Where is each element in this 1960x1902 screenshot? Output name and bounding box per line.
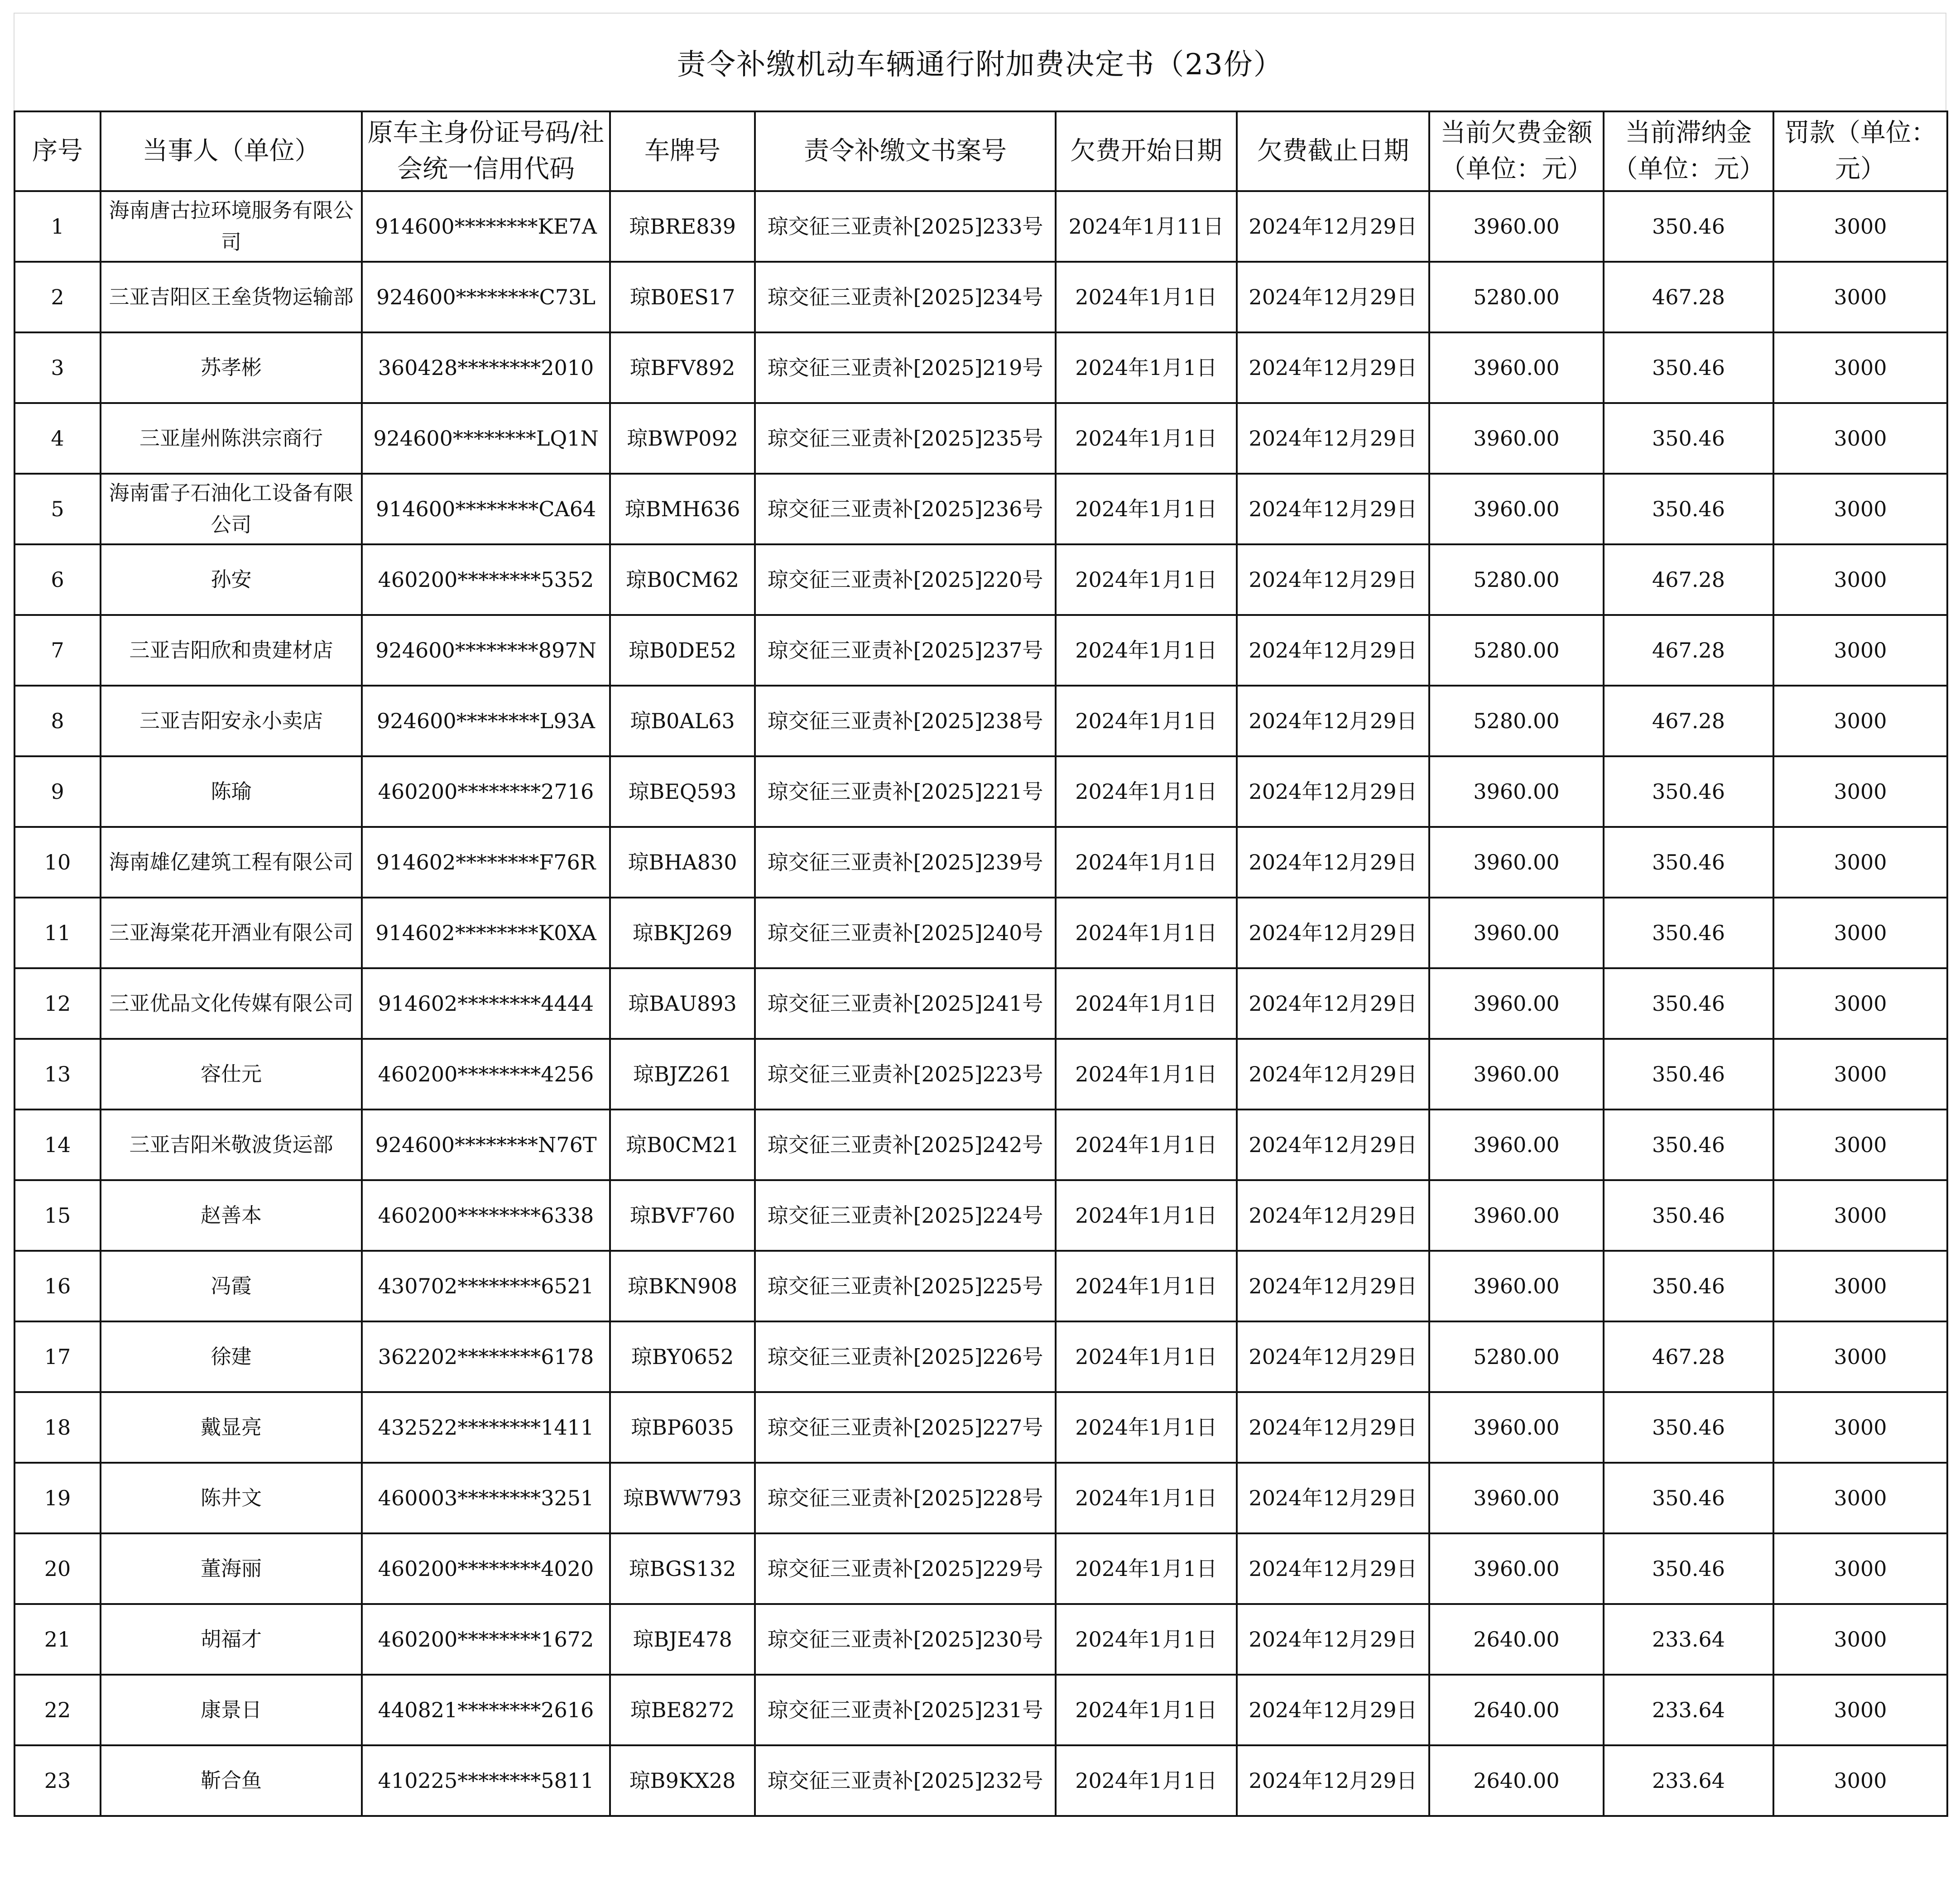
cell-start-date: 2024年1月1日 <box>1056 403 1237 474</box>
cell-end-date: 2024年12月29日 <box>1237 898 1429 968</box>
cell-start-date: 2024年1月1日 <box>1056 968 1237 1039</box>
cell-index: 14 <box>14 1110 101 1180</box>
table-row <box>14 474 1947 544</box>
cell-id-code: 924600********L93A <box>362 686 610 756</box>
table-row <box>14 756 1947 827</box>
cell-end-date: 2024年12月29日 <box>1237 1039 1429 1110</box>
cell-party: 三亚崖州陈洪宗商行 <box>101 403 362 474</box>
cell-late-fee: 350.46 <box>1604 1392 1773 1463</box>
cell-party: 康景日 <box>101 1675 362 1745</box>
cell-index: 17 <box>14 1321 101 1392</box>
table-row <box>14 1321 1947 1392</box>
cell-party: 三亚吉阳安永小卖店 <box>101 686 362 756</box>
cell-party: 海南雷子石油化工设备有限公司 <box>101 474 362 544</box>
cell-arrears: 3960.00 <box>1429 827 1604 898</box>
cell-id-code: 460200********6338 <box>362 1180 610 1251</box>
table-row <box>14 1463 1947 1533</box>
cell-plate: 琼BHA830 <box>610 827 755 898</box>
cell-id-code: 460200********5352 <box>362 544 610 615</box>
cell-fine: 3000 <box>1773 474 1947 544</box>
cell-fine: 3000 <box>1773 1251 1947 1321</box>
table-row <box>14 686 1947 756</box>
cell-case-number: 琼交征三亚责补[2025]227号 <box>755 1392 1056 1463</box>
cell-party: 冯霞 <box>101 1251 362 1321</box>
cell-start-date: 2024年1月1日 <box>1056 615 1237 686</box>
cell-late-fee: 350.46 <box>1604 827 1773 898</box>
cell-arrears: 2640.00 <box>1429 1675 1604 1745</box>
cell-index: 19 <box>14 1463 101 1533</box>
cell-index: 5 <box>14 474 101 544</box>
cell-case-number: 琼交征三亚责补[2025]242号 <box>755 1110 1056 1180</box>
cell-late-fee: 233.64 <box>1604 1745 1773 1816</box>
cell-arrears: 2640.00 <box>1429 1745 1604 1816</box>
cell-arrears: 3960.00 <box>1429 332 1604 403</box>
cell-arrears: 5280.00 <box>1429 686 1604 756</box>
cell-arrears: 3960.00 <box>1429 1251 1604 1321</box>
table-row <box>14 1110 1947 1180</box>
cell-id-code: 440821********2616 <box>362 1675 610 1745</box>
cell-index: 22 <box>14 1675 101 1745</box>
cell-case-number: 琼交征三亚责补[2025]226号 <box>755 1321 1056 1392</box>
document-sheet <box>14 13 1946 1817</box>
cell-end-date: 2024年12月29日 <box>1237 332 1429 403</box>
cell-end-date: 2024年12月29日 <box>1237 615 1429 686</box>
cell-case-number: 琼交征三亚责补[2025]240号 <box>755 898 1056 968</box>
table-row <box>14 544 1947 615</box>
cell-plate: 琼BFV892 <box>610 332 755 403</box>
cell-party: 胡福才 <box>101 1604 362 1675</box>
cell-arrears: 5280.00 <box>1429 262 1604 332</box>
cell-arrears: 3960.00 <box>1429 1463 1604 1533</box>
cell-arrears: 3960.00 <box>1429 403 1604 474</box>
cell-plate: 琼BE8272 <box>610 1675 755 1745</box>
cell-party: 陈瑜 <box>101 756 362 827</box>
cell-late-fee: 467.28 <box>1604 1321 1773 1392</box>
cell-start-date: 2024年1月1日 <box>1056 1251 1237 1321</box>
cell-late-fee: 350.46 <box>1604 474 1773 544</box>
cell-late-fee: 467.28 <box>1604 544 1773 615</box>
cell-party: 三亚吉阳区王垒货物运输部 <box>101 262 362 332</box>
cell-case-number: 琼交征三亚责补[2025]224号 <box>755 1180 1056 1251</box>
cell-case-number: 琼交征三亚责补[2025]238号 <box>755 686 1056 756</box>
table-row <box>14 403 1947 474</box>
cell-plate: 琼B0CM21 <box>610 1110 755 1180</box>
col-header-end-date: 欠费截止日期 <box>1237 111 1429 191</box>
cell-case-number: 琼交征三亚责补[2025]231号 <box>755 1675 1056 1745</box>
cell-end-date: 2024年12月29日 <box>1237 1604 1429 1675</box>
cell-late-fee: 233.64 <box>1604 1675 1773 1745</box>
cell-end-date: 2024年12月29日 <box>1237 544 1429 615</box>
cell-late-fee: 467.28 <box>1604 262 1773 332</box>
cell-party: 董海丽 <box>101 1533 362 1604</box>
cell-id-code: 432522********1411 <box>362 1392 610 1463</box>
cell-case-number: 琼交征三亚责补[2025]235号 <box>755 403 1056 474</box>
cell-late-fee: 350.46 <box>1604 898 1773 968</box>
cell-index: 1 <box>14 191 101 262</box>
cell-fine: 3000 <box>1773 1392 1947 1463</box>
cell-party: 海南雄亿建筑工程有限公司 <box>101 827 362 898</box>
cell-end-date: 2024年12月29日 <box>1237 1180 1429 1251</box>
cell-case-number: 琼交征三亚责补[2025]219号 <box>755 332 1056 403</box>
col-header-id-code: 原车主身份证号码/社会统一信用代码 <box>362 111 610 191</box>
cell-late-fee: 350.46 <box>1604 191 1773 262</box>
cell-fine: 3000 <box>1773 1533 1947 1604</box>
cell-arrears: 3960.00 <box>1429 1039 1604 1110</box>
table-row <box>14 191 1947 262</box>
cell-case-number: 琼交征三亚责补[2025]237号 <box>755 615 1056 686</box>
cell-start-date: 2024年1月1日 <box>1056 686 1237 756</box>
table-row <box>14 1533 1947 1604</box>
cell-index: 16 <box>14 1251 101 1321</box>
cell-plate: 琼BVF760 <box>610 1180 755 1251</box>
table-row <box>14 1039 1947 1110</box>
cell-start-date: 2024年1月1日 <box>1056 1110 1237 1180</box>
cell-start-date: 2024年1月1日 <box>1056 1039 1237 1110</box>
cell-index: 23 <box>14 1745 101 1816</box>
cell-fine: 3000 <box>1773 615 1947 686</box>
cell-plate: 琼BGS132 <box>610 1533 755 1604</box>
cell-id-code: 410225********5811 <box>362 1745 610 1816</box>
cell-case-number: 琼交征三亚责补[2025]221号 <box>755 756 1056 827</box>
table-body <box>14 191 1947 1816</box>
cell-fine: 3000 <box>1773 898 1947 968</box>
cell-id-code: 924600********N76T <box>362 1110 610 1180</box>
cell-index: 13 <box>14 1039 101 1110</box>
cell-start-date: 2024年1月1日 <box>1056 1745 1237 1816</box>
cell-end-date: 2024年12月29日 <box>1237 191 1429 262</box>
cell-start-date: 2024年1月1日 <box>1056 1392 1237 1463</box>
col-header-case-number: 责令补缴文书案号 <box>755 111 1056 191</box>
cell-end-date: 2024年12月29日 <box>1237 262 1429 332</box>
cell-fine: 3000 <box>1773 544 1947 615</box>
cell-end-date: 2024年12月29日 <box>1237 1321 1429 1392</box>
cell-arrears: 3960.00 <box>1429 898 1604 968</box>
cell-index: 7 <box>14 615 101 686</box>
cell-party: 三亚优品文化传媒有限公司 <box>101 968 362 1039</box>
document-title: 责令补缴机动车辆通行附加费决定书（23份） <box>14 13 1946 110</box>
cell-plate: 琼BRE839 <box>610 191 755 262</box>
cell-end-date: 2024年12月29日 <box>1237 1392 1429 1463</box>
cell-index: 18 <box>14 1392 101 1463</box>
cell-end-date: 2024年12月29日 <box>1237 1675 1429 1745</box>
cell-start-date: 2024年1月1日 <box>1056 1533 1237 1604</box>
cell-late-fee: 350.46 <box>1604 756 1773 827</box>
cell-id-code: 914600********CA64 <box>362 474 610 544</box>
cell-start-date: 2024年1月1日 <box>1056 544 1237 615</box>
cell-party: 容仕元 <box>101 1039 362 1110</box>
cell-party: 三亚吉阳欣和贵建材店 <box>101 615 362 686</box>
table-row <box>14 968 1947 1039</box>
cell-index: 12 <box>14 968 101 1039</box>
table-row <box>14 827 1947 898</box>
cell-start-date: 2024年1月1日 <box>1056 332 1237 403</box>
cell-case-number: 琼交征三亚责补[2025]225号 <box>755 1251 1056 1321</box>
table-row <box>14 1604 1947 1675</box>
cell-end-date: 2024年12月29日 <box>1237 1533 1429 1604</box>
cell-late-fee: 350.46 <box>1604 968 1773 1039</box>
cell-fine: 3000 <box>1773 686 1947 756</box>
cell-start-date: 2024年1月1日 <box>1056 1604 1237 1675</box>
cell-plate: 琼BWW793 <box>610 1463 755 1533</box>
cell-arrears: 3960.00 <box>1429 968 1604 1039</box>
cell-index: 4 <box>14 403 101 474</box>
col-header-start-date: 欠费开始日期 <box>1056 111 1237 191</box>
cell-id-code: 914602********K0XA <box>362 898 610 968</box>
cell-party: 陈井文 <box>101 1463 362 1533</box>
cell-plate: 琼BWP092 <box>610 403 755 474</box>
cell-case-number: 琼交征三亚责补[2025]233号 <box>755 191 1056 262</box>
table-row <box>14 615 1947 686</box>
cell-party: 三亚海棠花开酒业有限公司 <box>101 898 362 968</box>
cell-fine: 3000 <box>1773 1180 1947 1251</box>
cell-case-number: 琼交征三亚责补[2025]230号 <box>755 1604 1056 1675</box>
cell-party: 靳合鱼 <box>101 1745 362 1816</box>
cell-fine: 3000 <box>1773 1321 1947 1392</box>
cell-plate: 琼BY0652 <box>610 1321 755 1392</box>
cell-fine: 3000 <box>1773 1463 1947 1533</box>
cell-end-date: 2024年12月29日 <box>1237 403 1429 474</box>
cell-index: 8 <box>14 686 101 756</box>
col-header-plate: 车牌号 <box>610 111 755 191</box>
cell-party: 海南唐古拉环境服务有限公司 <box>101 191 362 262</box>
cell-late-fee: 350.46 <box>1604 1533 1773 1604</box>
cell-id-code: 914600********KE7A <box>362 191 610 262</box>
table-header-row <box>14 111 1947 191</box>
cell-index: 10 <box>14 827 101 898</box>
cell-party: 赵善本 <box>101 1180 362 1251</box>
cell-end-date: 2024年12月29日 <box>1237 827 1429 898</box>
cell-late-fee: 350.46 <box>1604 403 1773 474</box>
cell-end-date: 2024年12月29日 <box>1237 1251 1429 1321</box>
cell-index: 6 <box>14 544 101 615</box>
cell-index: 20 <box>14 1533 101 1604</box>
cell-id-code: 460200********4020 <box>362 1533 610 1604</box>
col-header-arrears: 当前欠费金额（单位：元） <box>1429 111 1604 191</box>
cell-id-code: 924600********C73L <box>362 262 610 332</box>
cell-plate: 琼BP6035 <box>610 1392 755 1463</box>
table-row <box>14 1675 1947 1745</box>
table-row <box>14 1180 1947 1251</box>
cell-fine: 3000 <box>1773 827 1947 898</box>
col-header-party: 当事人（单位） <box>101 111 362 191</box>
cell-start-date: 2024年1月1日 <box>1056 474 1237 544</box>
cell-start-date: 2024年1月1日 <box>1056 1180 1237 1251</box>
cell-id-code: 460200********4256 <box>362 1039 610 1110</box>
cell-index: 2 <box>14 262 101 332</box>
cell-party: 孙安 <box>101 544 362 615</box>
cell-fine: 3000 <box>1773 262 1947 332</box>
cell-arrears: 3960.00 <box>1429 1392 1604 1463</box>
cell-plate: 琼BKJ269 <box>610 898 755 968</box>
cell-arrears: 5280.00 <box>1429 615 1604 686</box>
cell-id-code: 360428********2010 <box>362 332 610 403</box>
cell-plate: 琼BEQ593 <box>610 756 755 827</box>
decision-table <box>14 110 1948 1817</box>
cell-start-date: 2024年1月11日 <box>1056 191 1237 262</box>
table-row <box>14 1251 1947 1321</box>
cell-fine: 3000 <box>1773 1110 1947 1180</box>
cell-id-code: 430702********6521 <box>362 1251 610 1321</box>
cell-case-number: 琼交征三亚责补[2025]220号 <box>755 544 1056 615</box>
cell-fine: 3000 <box>1773 1604 1947 1675</box>
cell-start-date: 2024年1月1日 <box>1056 1321 1237 1392</box>
cell-late-fee: 350.46 <box>1604 1110 1773 1180</box>
cell-index: 11 <box>14 898 101 968</box>
cell-case-number: 琼交征三亚责补[2025]234号 <box>755 262 1056 332</box>
cell-late-fee: 350.46 <box>1604 1251 1773 1321</box>
cell-fine: 3000 <box>1773 403 1947 474</box>
cell-end-date: 2024年12月29日 <box>1237 474 1429 544</box>
cell-party: 戴显亮 <box>101 1392 362 1463</box>
cell-plate: 琼B0ES17 <box>610 262 755 332</box>
col-header-fine: 罚款（单位：元） <box>1773 111 1947 191</box>
cell-id-code: 914602********4444 <box>362 968 610 1039</box>
cell-index: 21 <box>14 1604 101 1675</box>
cell-end-date: 2024年12月29日 <box>1237 1745 1429 1816</box>
cell-plate: 琼BAU893 <box>610 968 755 1039</box>
cell-id-code: 362202********6178 <box>362 1321 610 1392</box>
cell-arrears: 2640.00 <box>1429 1604 1604 1675</box>
cell-plate: 琼B0DE52 <box>610 615 755 686</box>
cell-end-date: 2024年12月29日 <box>1237 686 1429 756</box>
table-row <box>14 1392 1947 1463</box>
cell-party: 徐建 <box>101 1321 362 1392</box>
cell-start-date: 2024年1月1日 <box>1056 1675 1237 1745</box>
cell-plate: 琼B0CM62 <box>610 544 755 615</box>
cell-end-date: 2024年12月29日 <box>1237 756 1429 827</box>
cell-party: 三亚吉阳米敬波货运部 <box>101 1110 362 1180</box>
cell-end-date: 2024年12月29日 <box>1237 1110 1429 1180</box>
cell-fine: 3000 <box>1773 1675 1947 1745</box>
cell-start-date: 2024年1月1日 <box>1056 756 1237 827</box>
col-header-index: 序号 <box>14 111 101 191</box>
cell-late-fee: 467.28 <box>1604 686 1773 756</box>
col-header-late-fee: 当前滞纳金（单位：元） <box>1604 111 1773 191</box>
cell-fine: 3000 <box>1773 756 1947 827</box>
cell-plate: 琼BJZ261 <box>610 1039 755 1110</box>
cell-plate: 琼B9KX28 <box>610 1745 755 1816</box>
cell-id-code: 914602********F76R <box>362 827 610 898</box>
cell-id-code: 460003********3251 <box>362 1463 610 1533</box>
cell-case-number: 琼交征三亚责补[2025]229号 <box>755 1533 1056 1604</box>
cell-late-fee: 350.46 <box>1604 1180 1773 1251</box>
cell-case-number: 琼交征三亚责补[2025]236号 <box>755 474 1056 544</box>
cell-case-number: 琼交征三亚责补[2025]239号 <box>755 827 1056 898</box>
cell-start-date: 2024年1月1日 <box>1056 262 1237 332</box>
cell-id-code: 460200********1672 <box>362 1604 610 1675</box>
cell-end-date: 2024年12月29日 <box>1237 968 1429 1039</box>
cell-index: 15 <box>14 1180 101 1251</box>
cell-late-fee: 350.46 <box>1604 332 1773 403</box>
cell-late-fee: 233.64 <box>1604 1604 1773 1675</box>
cell-start-date: 2024年1月1日 <box>1056 898 1237 968</box>
cell-fine: 3000 <box>1773 191 1947 262</box>
cell-start-date: 2024年1月1日 <box>1056 827 1237 898</box>
cell-arrears: 3960.00 <box>1429 1180 1604 1251</box>
cell-fine: 3000 <box>1773 1745 1947 1816</box>
cell-late-fee: 350.46 <box>1604 1463 1773 1533</box>
cell-case-number: 琼交征三亚责补[2025]223号 <box>755 1039 1056 1110</box>
cell-arrears: 3960.00 <box>1429 1533 1604 1604</box>
cell-fine: 3000 <box>1773 332 1947 403</box>
cell-id-code: 460200********2716 <box>362 756 610 827</box>
cell-index: 9 <box>14 756 101 827</box>
cell-end-date: 2024年12月29日 <box>1237 1463 1429 1533</box>
cell-late-fee: 350.46 <box>1604 1039 1773 1110</box>
cell-id-code: 924600********897N <box>362 615 610 686</box>
cell-case-number: 琼交征三亚责补[2025]228号 <box>755 1463 1056 1533</box>
cell-party: 苏孝彬 <box>101 332 362 403</box>
cell-arrears: 3960.00 <box>1429 1110 1604 1180</box>
cell-start-date: 2024年1月1日 <box>1056 1463 1237 1533</box>
cell-arrears: 3960.00 <box>1429 474 1604 544</box>
cell-arrears: 3960.00 <box>1429 756 1604 827</box>
cell-case-number: 琼交征三亚责补[2025]232号 <box>755 1745 1056 1816</box>
cell-case-number: 琼交征三亚责补[2025]241号 <box>755 968 1056 1039</box>
cell-plate: 琼BKN908 <box>610 1251 755 1321</box>
cell-arrears: 5280.00 <box>1429 1321 1604 1392</box>
cell-index: 3 <box>14 332 101 403</box>
cell-plate: 琼BJE478 <box>610 1604 755 1675</box>
table-row <box>14 898 1947 968</box>
cell-arrears: 5280.00 <box>1429 544 1604 615</box>
cell-fine: 3000 <box>1773 968 1947 1039</box>
cell-fine: 3000 <box>1773 1039 1947 1110</box>
cell-late-fee: 467.28 <box>1604 615 1773 686</box>
table-row <box>14 262 1947 332</box>
table-row <box>14 1745 1947 1816</box>
cell-id-code: 924600********LQ1N <box>362 403 610 474</box>
cell-plate: 琼BMH636 <box>610 474 755 544</box>
cell-plate: 琼B0AL63 <box>610 686 755 756</box>
table-row <box>14 332 1947 403</box>
cell-arrears: 3960.00 <box>1429 191 1604 262</box>
